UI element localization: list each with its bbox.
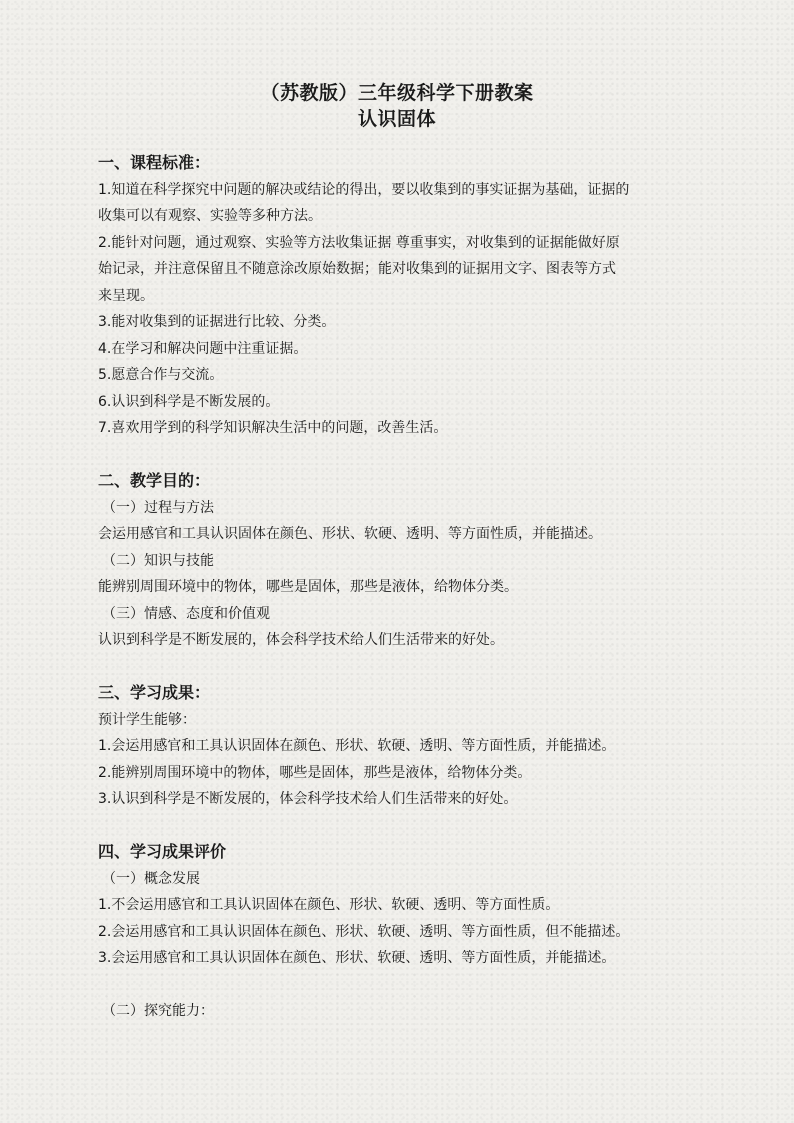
section-heading-learning-outcomes: 三、学习成果：	[98, 683, 211, 702]
paragraph-line: 3.能对收集到的证据进行比较、分类。	[98, 314, 336, 330]
section-spacer	[98, 654, 708, 681]
paragraph-line: 3.认识到科学是不断发展的，体会科学技术给人们生活带来的好处。	[98, 791, 518, 807]
paragraph-line: 5.愿意合作与交流。	[98, 367, 224, 383]
subheading-line: （一）概念发展	[102, 870, 200, 887]
paragraph-line: 来呈现。	[98, 287, 154, 304]
paragraph-line: 认识到科学是不断发展的，体会科学技术给人们生活带来的好处。	[98, 632, 504, 648]
document-subtitle: 认识固体	[357, 108, 436, 130]
paragraph-line: 1.不会运用感官和工具认识固体在颜色、形状、软硬、透明、等方面性质。	[98, 897, 560, 913]
paragraph-line: 1.会运用感官和工具认识固体在颜色、形状、软硬、透明、等方面性质，并能描述。	[98, 738, 616, 754]
document-body	[98, 150, 708, 1025]
section-heading-curriculum-standard: 一、课程标准：	[98, 153, 211, 172]
paragraph-line: 预计学生能够：	[98, 711, 196, 728]
paragraph-line: 7.喜欢用学到的科学知识解决生活中的问题，改善生活。	[98, 420, 448, 436]
paragraph-line: 3.会运用感官和工具认识固体在颜色、形状、软硬、透明、等方面性质，并能描述。	[98, 950, 616, 966]
section-heading-teaching-goals: 二、教学目的：	[98, 471, 211, 490]
paragraph-line: 始记录，并注意保留且不随意涂改原始数据；能对收集到的证据用文字、图表等方式	[98, 261, 616, 277]
subheading-line: （二）知识与技能	[102, 552, 214, 569]
paragraph-line: 2.能辨别周围环境中的物体，哪些是固体，那些是液体，给物体分类。	[98, 764, 532, 781]
paragraph-line: 6.认识到科学是不断发展的。	[98, 393, 280, 410]
paragraph-line: 2.能针对问题，通过观察、实验等方法收集证据 尊重事实，对收集到的证据能做好原	[98, 234, 620, 251]
paragraph-line: 会运用感官和工具认识固体在颜色、形状、软硬、透明、等方面性质，并能描述。	[98, 526, 602, 542]
paragraph-line: 能辨别周围环境中的物体，哪些是固体，那些是液体，给物体分类。	[98, 579, 518, 595]
section-spacer	[98, 813, 708, 840]
subheading-line: （一）过程与方法	[102, 499, 214, 516]
paragraph-line: 2.会运用感官和工具认识固体在颜色、形状、软硬、透明、等方面性质，但不能描述。	[98, 923, 630, 940]
document-title: （苏教版）三年级科学下册教案	[260, 82, 534, 104]
section-spacer	[98, 442, 708, 469]
subheading-line: （三）情感、态度和价值观	[102, 605, 270, 622]
paragraph-line: 收集可以有观察、实验等多种方法。	[98, 208, 322, 224]
paragraph-line: 1.知道在科学探究中问题的解决或结论的得出，要以收集到的事实证据为基础，证据的	[98, 181, 630, 198]
paragraph-line: 4.在学习和解决问题中注重证据。	[98, 340, 308, 357]
section-heading-outcome-evaluation: 四、学习成果评价	[98, 842, 227, 861]
section-spacer	[98, 972, 708, 999]
subheading-line: （二）探究能力：	[102, 1003, 214, 1019]
